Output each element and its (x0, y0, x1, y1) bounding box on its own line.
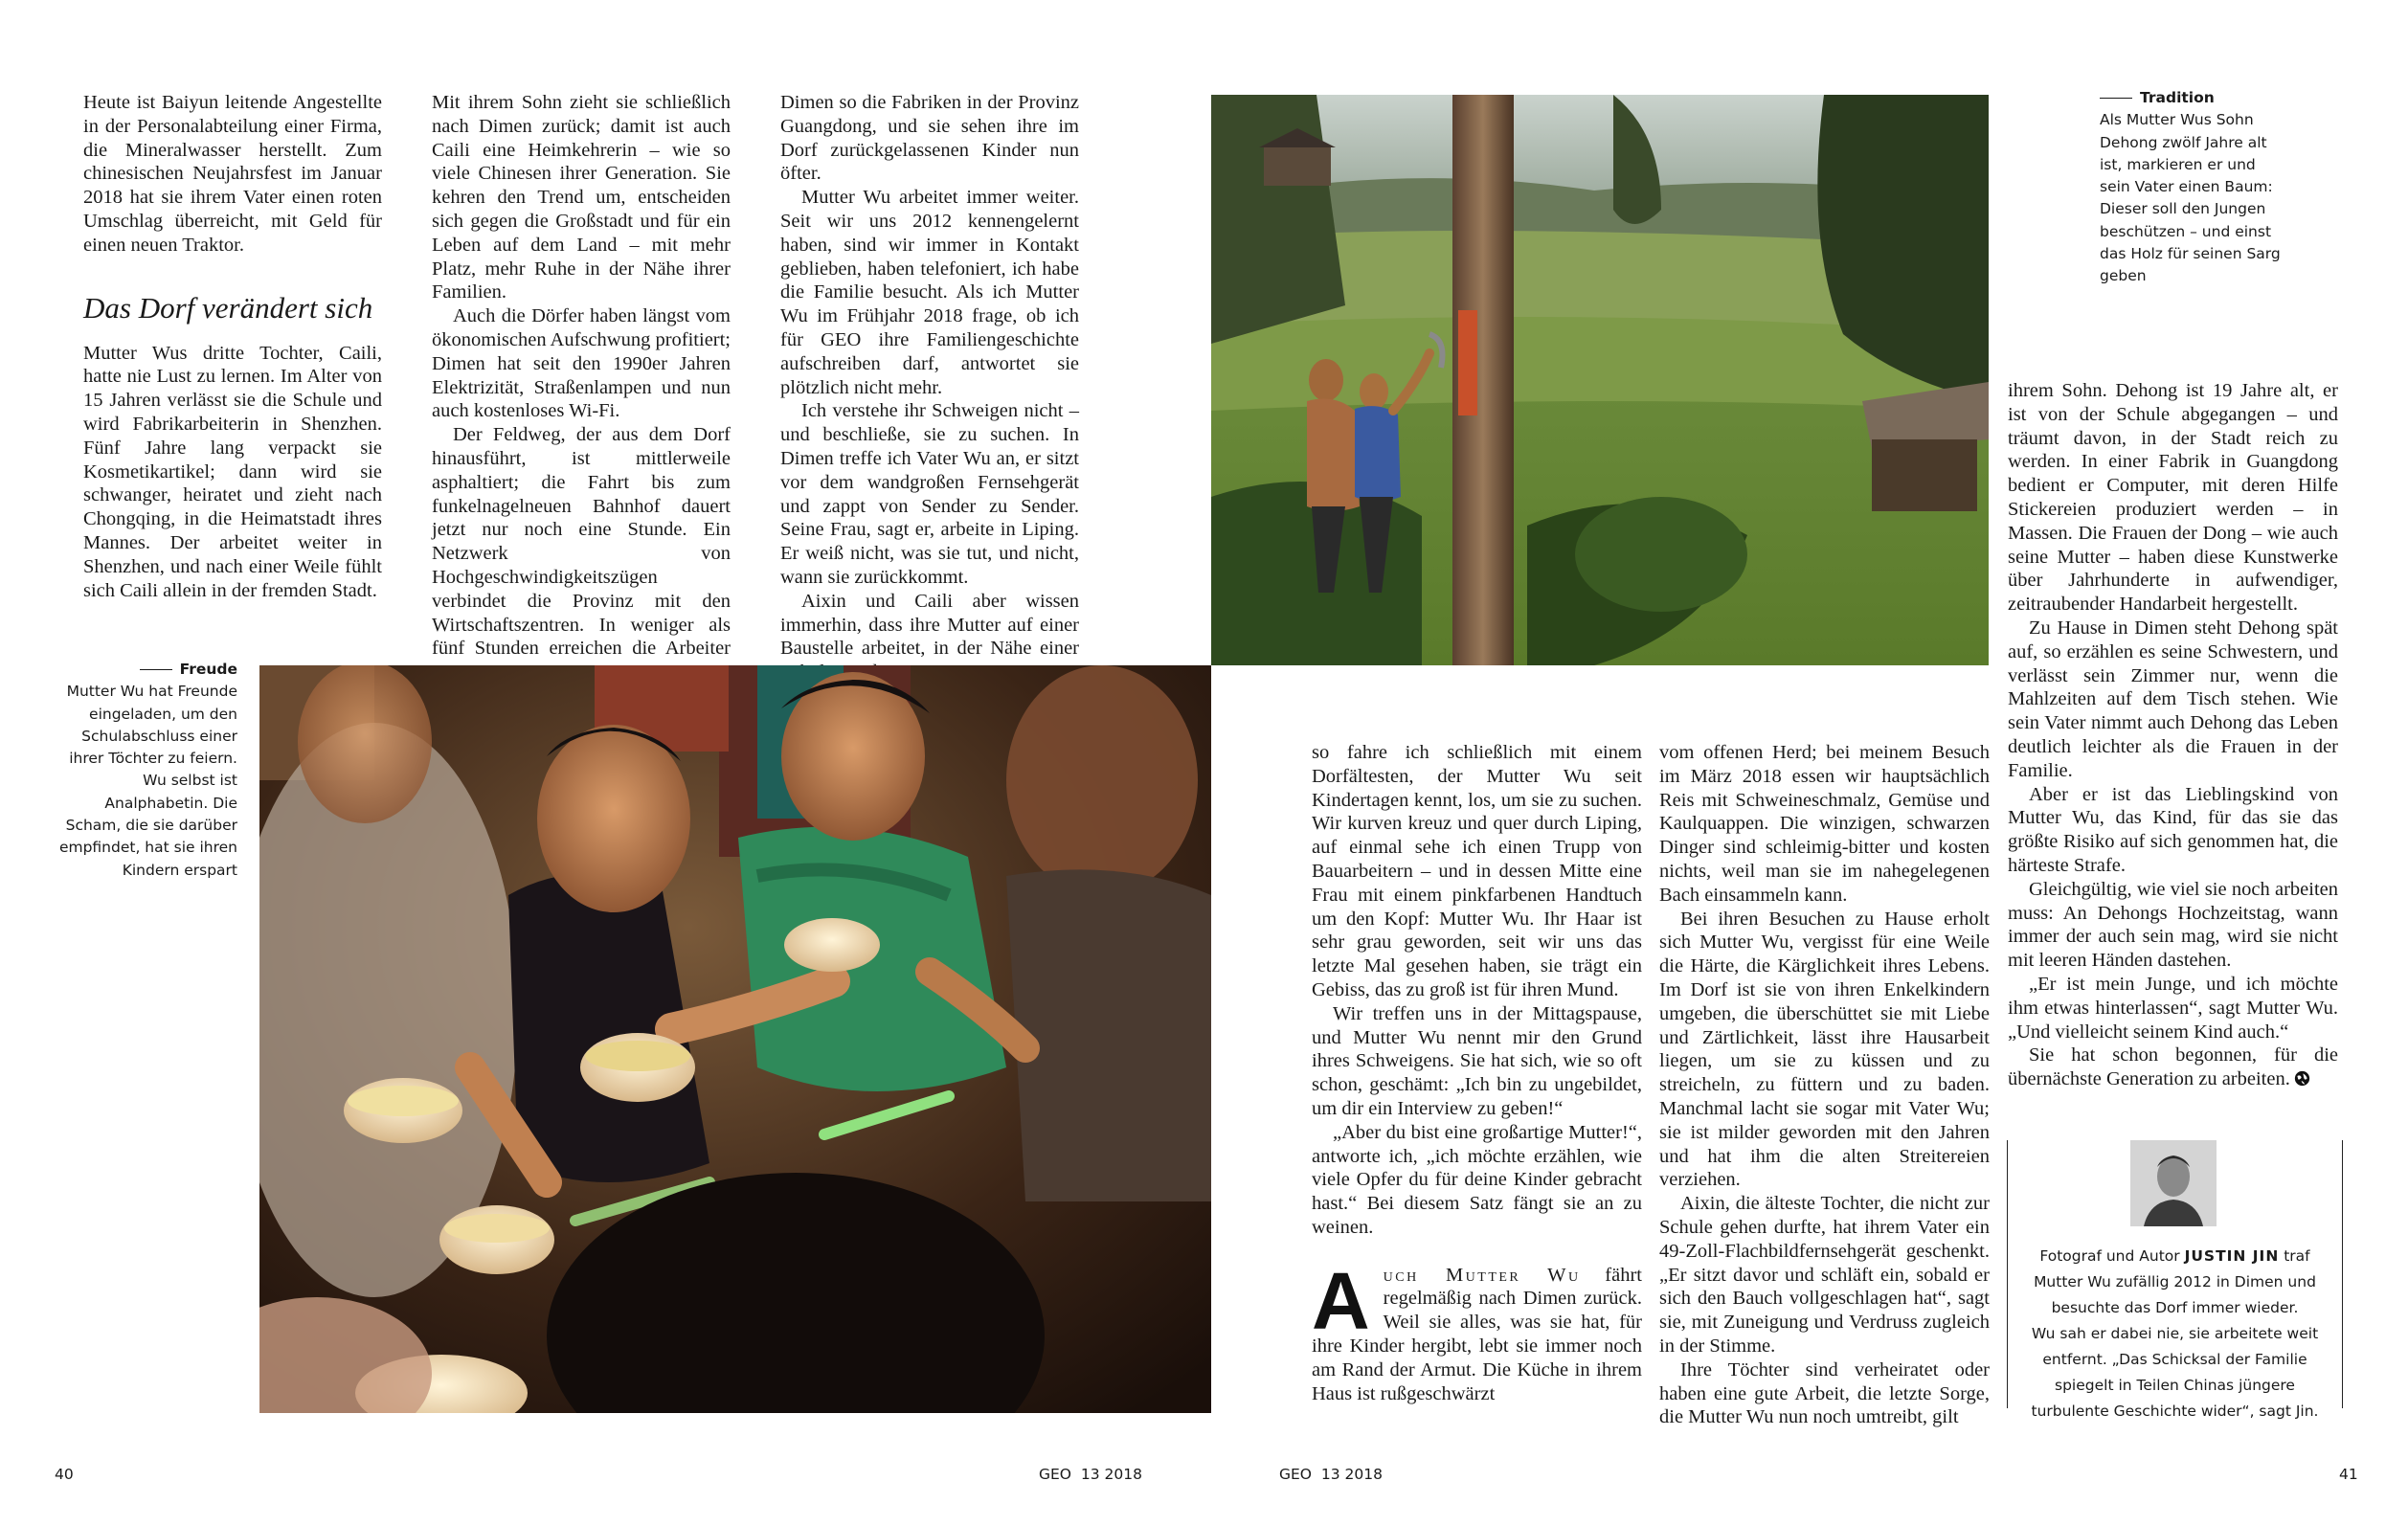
paragraph: Mutter Wus dritte Tochter, Caili, hatte nie Lust zu lernen. Im Alter von 15 Jahren verlässt sie die Schule und wird Fabrikarbeiterin in Shenzhen. Fünf Jahre lang verpackt sie Kosmetikartikel; dann wird sie schwanger, heiratet und zieht nach Chongqing, in die Heimatstadt ihres Mannes. Der arbeitet weiter in Shenzhen, und nach einer Weile fühlt sich Caili allein in der fremden Stadt. (83, 342, 382, 601)
caption-tradition (2100, 87, 2282, 288)
author-name: JUSTIN JIN (2184, 1247, 2280, 1265)
paragraph: ihrem Sohn. Dehong ist 19 Jahre alt, er ist von der Schule abgegangen – und träumt davon, in der Stadt reich zu werden. In einer Fabrik in Guangdong bedient er Computer, mit deren Hilfe Stickereien produziert werden – in Massen. Die Frauen der Dong – wie auch seine Mutter – haben diese Kunstwerke über Jahrhunderte in aufwendiger, zeitraubender Handarbeit hergestellt. (2008, 380, 2338, 616)
left-column-2 (432, 91, 731, 684)
author-bio (2008, 1244, 2342, 1425)
caption-title: Tradition (2140, 89, 2215, 106)
tree-image (1211, 95, 1989, 665)
photo-tradition-tree (1211, 95, 1989, 665)
author-bio-line: Mutter Wu zufällig 2012 in Dimen und (2034, 1273, 2316, 1290)
lead-in: uch Mutter Wu (1383, 1264, 1581, 1286)
caption-title: Freude (179, 661, 237, 678)
right-column-b (1659, 741, 1990, 1429)
paragraph: Bei ihren Besuchen zu Hause erholt sich Mutter Wu, vergisst für eine Weile die Härte, die Kärglichkeit ihres Lebens. Im Dorf ist sie von ihren Enkelkindern umgeben, die überschüttet sie mit Liebe und Zärtlichkeit, lässt ihre Hausarbeit liegen, um sie zu küssen und zu streicheln, zu füttern und zu baden. Manchmal lacht sie sogar mit Vater Wu; sie ist milder geworden mit den Jahren und hat ihm die alten Streitereien verziehen. (1659, 908, 1990, 1191)
author-portrait (2130, 1140, 2217, 1226)
paragraph: „Er ist mein Junge, und ich möchte ihm etwas hinterlassen“, sagt Mutter Wu. „Und vielleicht seinem Kind auch.“ (2008, 973, 2338, 1043)
caption-rule (2100, 98, 2132, 99)
paragraph: so fahre ich schließlich mit einem Dorfältesten, der Mutter Wu seit Kindertagen kennt, los, um sie zu suchen. Wir kurven kreuz und quer durch Liping, auf einmal sehe ich einen Trupp von Bauarbeitern – und in dessen Mitte eine Frau mit einem pinkfarbenen Handtuch um den Kopf: Mutter Wu. Ihr Haar ist sehr grau geworden, seit wir uns das letzte Mal gesehen haben, sie trägt ein Gebiss, das zu groß ist für ihren Mund. (1312, 742, 1642, 1000)
paragraph: Ihre Töchter sind verheiratet oder haben eine gute Arbeit, die letzte Sorge, die Mutter Wu nun noch umtreibt, gilt (1659, 1358, 1990, 1428)
author-bio-line: besuchte das Dorf immer wieder. (2051, 1299, 2299, 1316)
paragraph: Aixin, die älteste Tochter, die nicht zur Schule gehen durfte, hat ihrem Vater ein 49-Zoll-Flachbildfernsehgerät geschenkt. „Er sitzt davor und schläft ein, sobald er sich den Bauch vollgeschlagen hat“, sagt sie, mit Zuneigung und Verdruss zugleich in der Stimme. (1659, 1193, 1990, 1357)
paragraph: Der Feldweg, der aus dem Dorf hinausführt, ist mittlerweile asphaltiert; die Fahrt bis zum funkelnagelneuen Bahnhof dauert jetzt nur noch eine Stunde. Ein Netzwerk von Hochgeschwindigkeitszügen verbindet die Provinz mit den Wirtschaftszentren. In weniger als fünf Stunden erreichen die Arbeiter (432, 424, 731, 660)
caption-rule (140, 669, 172, 670)
paragraph: Auch die Dörfer haben längst vom ökonomischen Aufschwung profitiert; Dimen hat seit den 1990er Jahren Elektrizität, Straßenlampen und nun auch kostenloses Wi-Fi. (432, 305, 731, 422)
author-bio-line: turbulente Geschichte wider“, sagt Jin. (2031, 1403, 2319, 1420)
paragraph: Heute ist Baiyun leitende Angestellte in der Personalabteilung einer Firma, die Mineralwasser herstellt. Zum chinesischen Neujahrsfest im Januar 2018 hat sie ihrem Vater einen roten Umschlag überreicht, mit Geld für einen neuen Traktor. (83, 92, 382, 256)
author-bio-prefix: Fotograf und Autor (2039, 1247, 2185, 1265)
left-column-1 (83, 91, 382, 602)
paragraph: Gleichgültig, wie viel sie noch arbeiten muss: An Dehongs Hochzeitstag, wann immer der auch sein mag, wird sie nicht mit leeren Händen dastehen. (2008, 878, 2338, 972)
paragraph: Zu Hause in Dimen steht Dehong spät auf, so erzählen es seine Schwestern, und verlässt sein Zimmer nur, wenn die Mahlzeiten auf dem Tisch stehen. Wie sein Vater nimmt auch Dehong das Leben deutlich leichter als die Frauen in der Familie. (2008, 617, 2338, 781)
author-bio-line: entfernt. „Das Schicksal der Familie (2042, 1351, 2307, 1368)
photo-celebration (259, 665, 1211, 1413)
paragraph: Mutter Wu arbeitet immer weiter. Seit wir uns 2012 kennengelernt haben, sind wir immer in Kontakt geblieben, haben telefoniert, ich habe die Familie besucht. Als ich Mutter Wu im Frühjahr 2018 frage, ob ich für GEO ihre Familiengeschichte aufschreiben darf, antwortet sie plötzlich nicht mehr. (780, 187, 1079, 398)
paragraph: „Aber du bist eine großartige Mutter!“, antworte ich, „ich möchte erzählen, wie viele Opfer du für deine Kinder gebracht hast.“ Bei diesem Satz fängt sie an zu weinen. (1312, 1121, 1642, 1238)
paragraph-text: Sie hat schon begonnen, für die übernächste Generation zu arbeiten. (2008, 1044, 2338, 1090)
paragraph: Ich verstehe ihr Schweigen nicht – und beschließe, sie zu suchen. In Dimen treffe ich Vater Wu an, er sitzt vor dem wandgroßen Fernsehgerät und zappt von Sender zu Sender. Seine Frau, sagt er, arbeite in Liping. Er weiß nicht, was sie tut, und nicht, wann sie zurückkommt. (780, 400, 1079, 588)
page-number-right: 41 (2339, 1466, 2358, 1483)
author-bio-line: spiegelt in Teilen Chinas jüngere (2055, 1377, 2295, 1394)
author-box (2007, 1140, 2343, 1420)
paragraph-text: fährt regelmäßig nach Dimen zurück. Weil sie alles, was sie hat, für ihre Kinder hergibt, lebt sie immer noch am Rand der Armut. Die Küche in ihrem Haus ist rußgeschwärzt (1312, 1264, 1642, 1404)
caption-text: Als Mutter Wus Sohn Dehong zwölf Jahre alt ist, markieren er und sein Vater einen Baum: Dieser soll den Jungen beschützen – und einst das Holz für seinen Sarg geben (2100, 111, 2281, 285)
paragraph: vom offenen Herd; bei meinem Besuch im März 2018 essen wir hauptsächlich Reis mit Schweineschmalz, Gemüse und Kaulquappen. Die winzigen, schwarzen Dinger sind schleimig-bitter und kosten nichts, weil man sie im nahegelegenen Bach einsammeln kann. (1659, 742, 1990, 906)
paragraph: Dimen so die Fabriken in der Provinz Guangdong, und sie sehen ihre im Dorf zurückgelassenen Kinder nun öfter. (780, 92, 1079, 185)
paragraph-dropcap (1312, 1255, 1642, 1406)
paragraph: Aixin und Caili aber wissen immerhin, dass ihre Mutter auf einer Baustelle arbeitet, in der Nähe einer (780, 590, 1079, 660)
author-bio-text: traf (2279, 1247, 2310, 1265)
page-number-left: 40 (55, 1466, 74, 1483)
subheading: Das Dorf verändert sich (83, 290, 373, 325)
right-column-c (2008, 379, 2338, 1091)
caption-freude (57, 659, 237, 882)
globe-icon (2294, 1070, 2310, 1087)
caption-text: Mutter Wu hat Freunde eingeladen, um den Schulabschluss einer ihrer Töchter zu feiern. Wu selbst ist Analphabetin. Die Scham, die sie darüber empfindet, hat sie ihren Kindern erspart (58, 683, 237, 879)
footer-magazine-left: GEO 13 2018 (1039, 1466, 1142, 1483)
paragraph-end (2008, 1044, 2338, 1091)
paragraph: Wir treffen uns in der Mittagspause, und Mutter Wu nennt mir den Grund ihres Schweigens. Sie hat sich, wie so oft schon, geschämt: „Ich bin zu ungebildet, um dir ein Interview zu geben!“ (1312, 1002, 1642, 1119)
celebration-image (259, 665, 1211, 1413)
drop-cap: A (1312, 1255, 1370, 1346)
footer-magazine-right: GEO 13 2018 (1279, 1466, 1383, 1483)
left-column-3 (780, 91, 1079, 684)
paragraph: Mit ihrem Sohn zieht sie schließlich nach Dimen zurück; damit ist auch Caili eine Heimkehrerin – wie so viele Chinesen ihrer Generation. Sie kehren den Trend um, entscheiden sich gegen die Großstadt und für ein Leben auf dem Land – mit mehr Platz, mehr Ruhe in der Nähe ihrer Familien. (432, 92, 731, 303)
author-bio-line: Wu sah er dabei nie, sie arbeitete weit (2031, 1325, 2319, 1342)
right-column-a (1312, 741, 1642, 1405)
author-image (2130, 1140, 2217, 1226)
paragraph: Aber er ist das Lieblingskind von Mutter Wu, das Kind, für das sie das größte Risiko auf sich genommen hat, die härteste Strafe. (2008, 783, 2338, 876)
